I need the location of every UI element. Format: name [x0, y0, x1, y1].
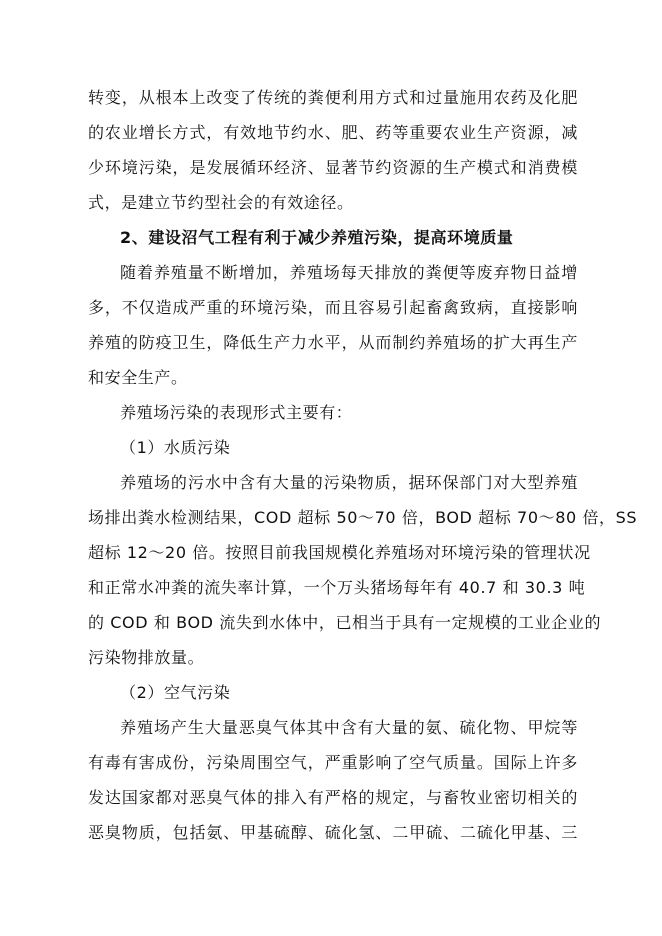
subheading: （1）水质污染 — [120, 438, 231, 457]
paragraph-line: 式，是建立节约型社会的有效途径。 — [88, 193, 354, 212]
subheading: （2）空气污染 — [120, 683, 231, 702]
paragraph-line: 少环境污染，是发展循环经济、显著节约资源的生产模式和消费模 — [88, 158, 578, 177]
paragraph-line: 污染物排放量。 — [88, 648, 205, 667]
paragraph-line: 超标 12～20 倍。按照目前我国规模化养殖场对环境污染的管理状况 — [88, 543, 591, 562]
paragraph-line: 的农业增长方式，有效地节约水、肥、药等重要农业生产资源，减 — [88, 123, 578, 142]
paragraph-line: 的 COD 和 BOD 流失到水体中，已相当于具有一定规模的工业企业的 — [88, 613, 602, 632]
paragraph-line: 养殖场污染的表现形式主要有： — [120, 403, 353, 422]
paragraph-line: 场排出粪水检测结果，COD 超标 50～70 倍，BOD 超标 70～80 倍，SS — [88, 508, 638, 527]
paragraph-line: 养殖场的污水中含有大量的污染物质，据环保部门对大型养殖 — [120, 473, 578, 492]
paragraph-line: 和安全生产。 — [88, 368, 188, 387]
paragraph-line: 发达国家都对恶臭气体的排入有严格的规定，与畜牧业密切相关的 — [88, 788, 578, 807]
paragraph-line: 和正常水冲粪的流失率计算，一个万头猪场每年有 40.7 和 30.3 吨 — [88, 578, 586, 597]
paragraph-line: 有毒有害成份，污染周围空气，严重影响了空气质量。国际上许多 — [88, 753, 578, 772]
paragraph-line: 随着养殖量不断增加，养殖场每天排放的粪便等废弃物日益增 — [120, 263, 578, 282]
paragraph-line: 养殖的防疫卫生，降低生产力水平，从而制约养殖场的扩大再生产 — [88, 333, 578, 352]
section-heading: 2、建设沼气工程有利于减少养殖污染，提高环境质量 — [120, 228, 514, 247]
paragraph-line: 多，不仅造成严重的环境污染，而且容易引起畜禽致病，直接影响 — [88, 298, 578, 317]
paragraph-line: 恶臭物质，包括氨、甲基硫醇、硫化氢、二甲硫、二硫化甲基、三 — [88, 823, 578, 842]
paragraph-line: 养殖场产生大量恶臭气体其中含有大量的氨、硫化物、甲烷等 — [120, 718, 578, 737]
paragraph-line: 转变，从根本上改变了传统的粪便利用方式和过量施用农药及化肥 — [88, 88, 578, 107]
